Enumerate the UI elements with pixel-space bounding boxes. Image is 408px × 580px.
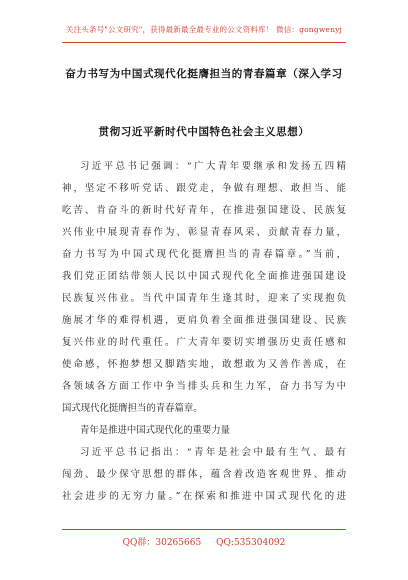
footer-contact <box>0 535 408 548</box>
header-divider <box>62 42 346 43</box>
qq-number-text: QQ:535304092 <box>216 538 286 548</box>
document-title-line-2: 贯彻习近平新时代中国特色社会主义思想） <box>98 126 310 138</box>
body-line: 吃苦、肯奋斗的新时代好青年，在推进强国建设、民族复 <box>62 205 346 216</box>
section-heading: 青年是推进中国式现代化的重要力量 <box>80 425 231 436</box>
document-body <box>62 160 346 520</box>
body-line: 民族复兴伟业。当代中国青年生逢其时，迎来了实现抱负 <box>62 293 346 304</box>
header-promo-note: 关注头条号"公文研究"，获得最新最全最专业的公文资料库！ 微信：gongwenyj <box>65 25 343 34</box>
body-line: 我们党正团结带领人民以中国式现代化全面推进强国建设 <box>62 271 346 282</box>
body-line: 兴伟业中展现青春作为、彰显青春风采、贡献青春力量， <box>62 227 346 238</box>
body-line: 社会进步的无穷力量。”在探索和推进中国式现代化的进 <box>62 491 346 502</box>
footer-divider <box>62 529 346 530</box>
body-line: 施展才华的难得机遇，更肩负着全面推进强国建设、民族 <box>62 315 346 326</box>
body-line: 奋力书写为中国式现代化挺膺担当的青春篇章。”当前， <box>62 249 346 260</box>
body-line: 国式现代化挺膺担当的青春篇章。 <box>62 403 203 414</box>
body-line: 习近平总书记指出：“青年是社会中最有生气、最有 <box>80 447 346 458</box>
body-line: 复兴伟业的时代重任。广大青年要切实增强历史责任感和 <box>62 337 346 348</box>
body-line: 使命感，怀抱梦想又脚踏实地，敢想敢为又善作善成，在 <box>62 359 346 370</box>
body-line: 习近平总书记强调：“广大青年要继承和发扬五四精 <box>80 161 346 172</box>
body-line: 各领域各方面工作中争当排头兵和生力军，奋力书写为中 <box>62 381 346 392</box>
body-line: 闯劲、最少保守思想的群体，蕴含着改造客观世界、推动 <box>62 469 346 480</box>
document-title-line-1: 奋力书写为中国式现代化挺膺担当的青春篇章（深入学习 <box>65 68 343 80</box>
body-line: 神，坚定不移听党话、跟党走，争做有理想、敢担当、能 <box>62 183 346 194</box>
qq-group-text: QQ群：30265665 <box>122 538 202 548</box>
